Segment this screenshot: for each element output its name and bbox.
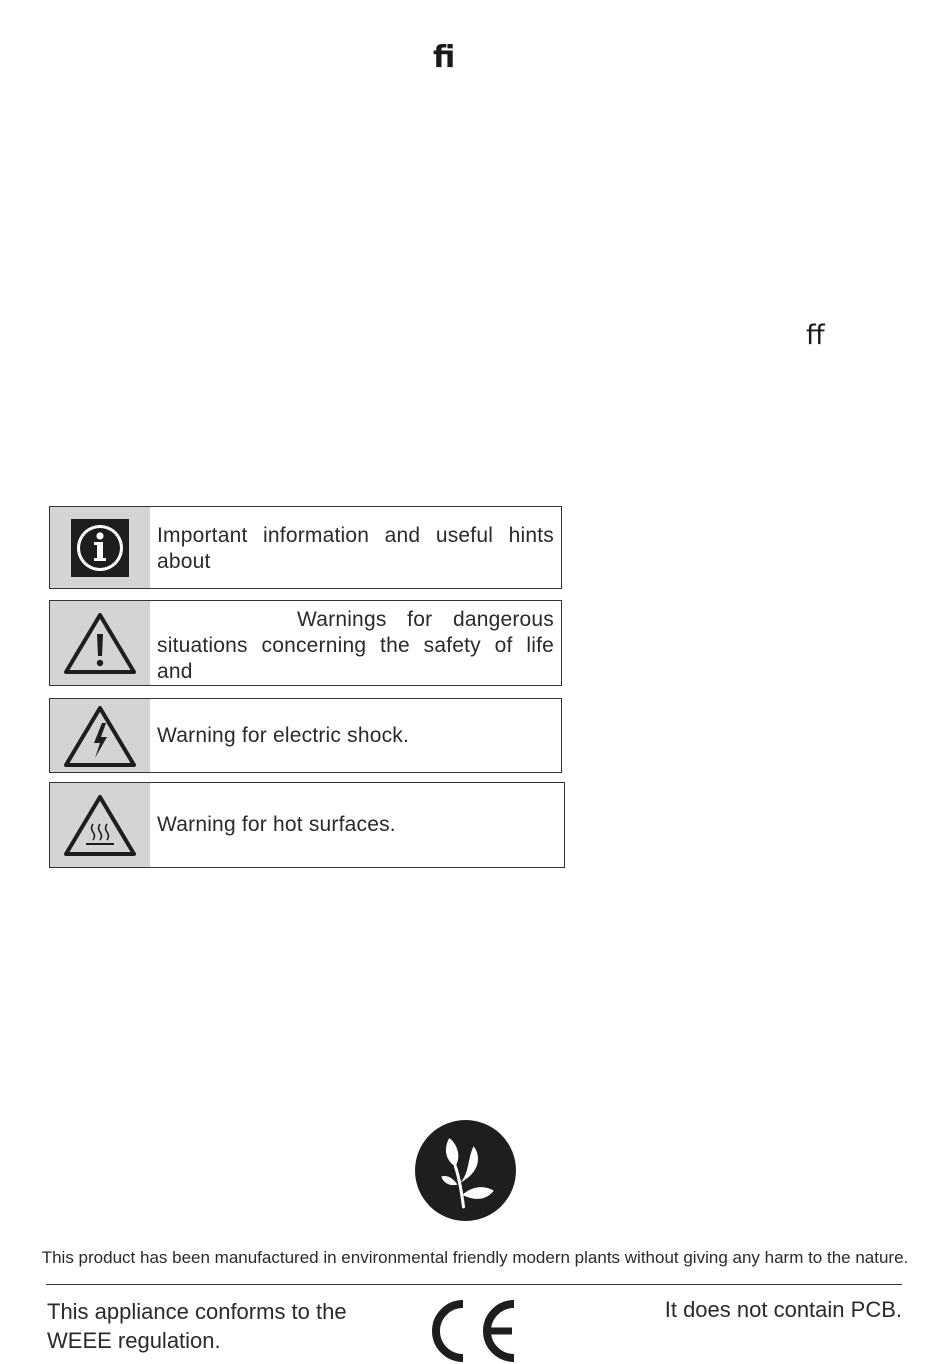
hot-surface-description: Warning for hot surfaces. <box>157 813 396 836</box>
hot-surface-icon <box>50 783 150 867</box>
info-symbol-box <box>49 506 562 589</box>
electric-shock-description: Warning for electric shock. <box>157 723 410 747</box>
pcb-statement: It does not contain PCB. <box>664 1297 902 1322</box>
weee-statement <box>47 1297 347 1355</box>
footer-divider <box>46 1284 902 1285</box>
warning-description <box>150 601 561 685</box>
leaf-icon <box>415 1120 516 1221</box>
eco-statement: This product has been manufactured in environmental friendly modern plants without giving any harm to the nature. <box>41 1248 909 1267</box>
side-glyph: ﬀ <box>806 320 825 351</box>
warning-symbol-box <box>49 600 562 686</box>
weee-line-1: This appliance conforms to the <box>47 1299 347 1324</box>
info-description: Important information and useful hints about <box>157 524 554 573</box>
info-icon <box>50 507 150 588</box>
header-glyph: ﬁ <box>433 40 456 75</box>
warning-icon <box>50 601 150 685</box>
hot-surface-symbol-box <box>49 782 565 868</box>
electric-shock-symbol-box <box>49 698 562 773</box>
weee-line-2: WEEE regulation. <box>47 1328 221 1353</box>
warning-line-1: Warnings for dangerous <box>297 608 554 631</box>
electric-shock-icon <box>50 699 150 772</box>
ce-mark-icon <box>430 1298 520 1364</box>
warning-line-2: situations concerning the safety of life and <box>157 634 554 683</box>
